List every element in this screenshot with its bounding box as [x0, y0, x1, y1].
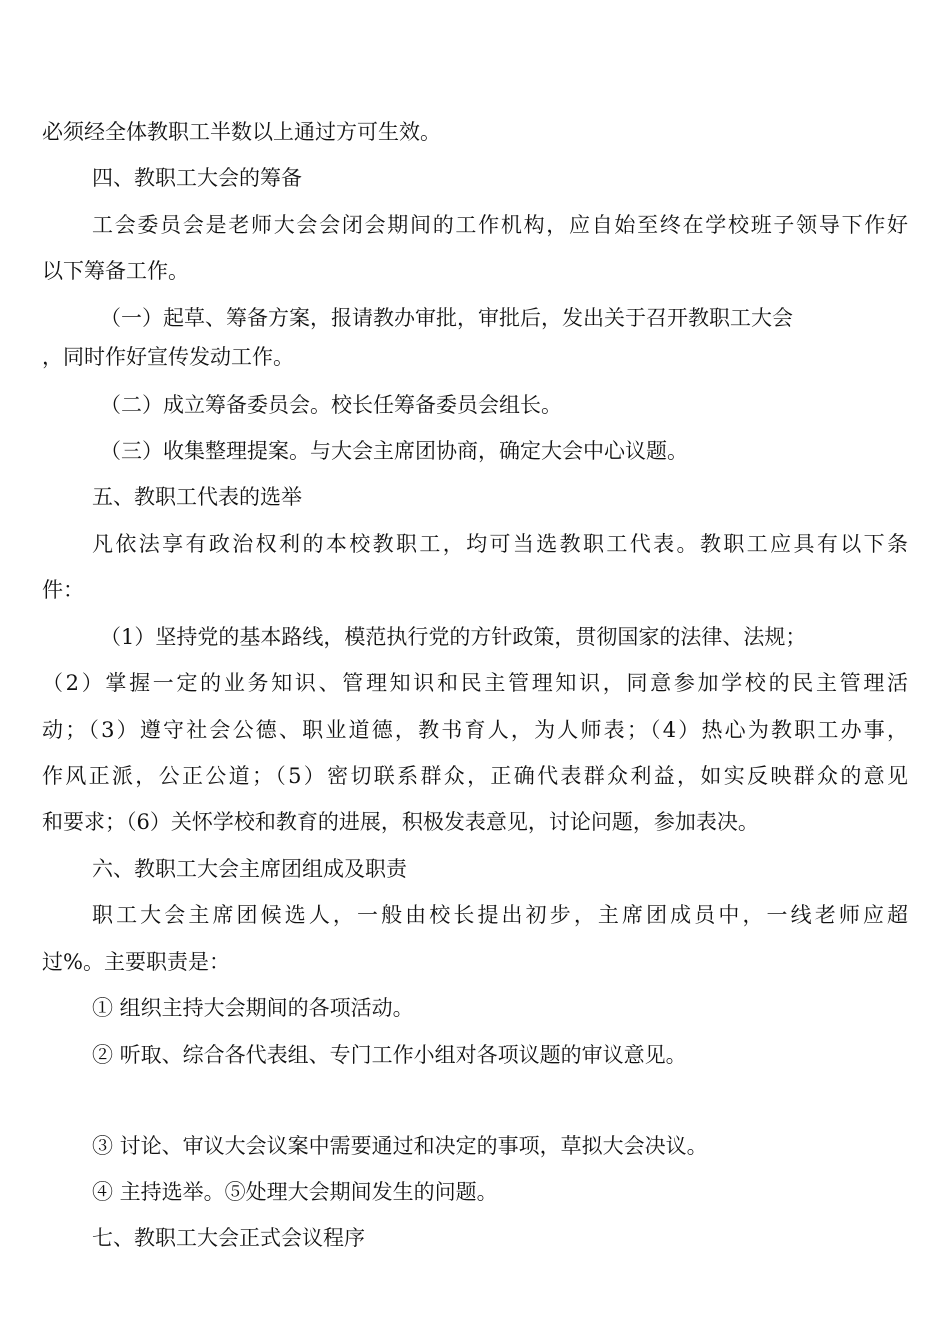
paragraph-line-7: （二）成立筹备委员会。校长任筹备委员会组长。 [100, 393, 562, 417]
paragraph-line-12: （1）坚持党的基本路线，模范执行党的方针政策，贯彻国家的法律、法规； [100, 625, 807, 649]
paragraph-line-6: ，同时作好宣传发动工作。 [42, 345, 294, 369]
duty-item-2: ② 听取、综合各代表组、专门工作小组对各项议题的审议意见。 [92, 1043, 687, 1067]
paragraph-line-16: 和要求；（6）关怀学校和教育的进展，积极发表意见，讨论问题，参加表决。 [42, 810, 759, 834]
paragraph-line-8: （三）收集整理提案。与大会主席团协商，确定大会中心议题。 [100, 439, 688, 463]
paragraph-line-14: 动；（3）遵守社会公德、职业道德，教书育人，为人师表；（4）热心为教职工办事， [42, 718, 908, 742]
paragraph-line-10: 凡依法享有政治权利的本校教职工，均可当选教职工代表。教职工应具有以下条 [92, 532, 908, 556]
section-heading-5: 五、教职工代表的选举 [92, 485, 302, 509]
paragraph-line-15: 作风正派，公正公道；（5）密切联系群众，正确代表群众利益，如实反映群众的意见 [42, 764, 908, 788]
section-heading-4: 四、教职工大会的筹备 [92, 166, 302, 190]
section-heading-7: 七、教职工大会正式会议程序 [92, 1226, 365, 1250]
duty-item-4: ④ 主持选举。⑤处理大会期间发生的问题。 [92, 1180, 498, 1204]
section-heading-6: 六、教职工大会主席团组成及职责 [92, 857, 407, 881]
paragraph-line-3: 工会委员会是老师大会会闭会期间的工作机构，应自始至终在学校班子领导下作好 [92, 213, 908, 237]
paragraph-line-19: 过%。主要职责是： [42, 950, 230, 974]
paragraph-line-11: 件： [42, 578, 84, 602]
duty-item-1: ① 组织主持大会期间的各项活动。 [92, 996, 414, 1020]
paragraph-line-13: （2）掌握一定的业务知识、管理知识和民主管理知识，同意参加学校的民主管理活 [42, 671, 908, 695]
paragraph-line-5: （一）起草、筹备方案，报请教办审批，审批后，发出关于召开教职工大会 [100, 306, 793, 330]
paragraph-line-18: 职工大会主席团候选人，一般由校长提出初步，主席团成员中，一线老师应超 [92, 903, 908, 927]
paragraph-line-4: 以下筹备工作。 [42, 259, 189, 283]
paragraph-line-1: 必须经全体教职工半数以上通过方可生效。 [42, 120, 441, 144]
duty-item-3: ③ 讨论、审议大会议案中需要通过和决定的事项，草拟大会决议。 [92, 1134, 708, 1158]
